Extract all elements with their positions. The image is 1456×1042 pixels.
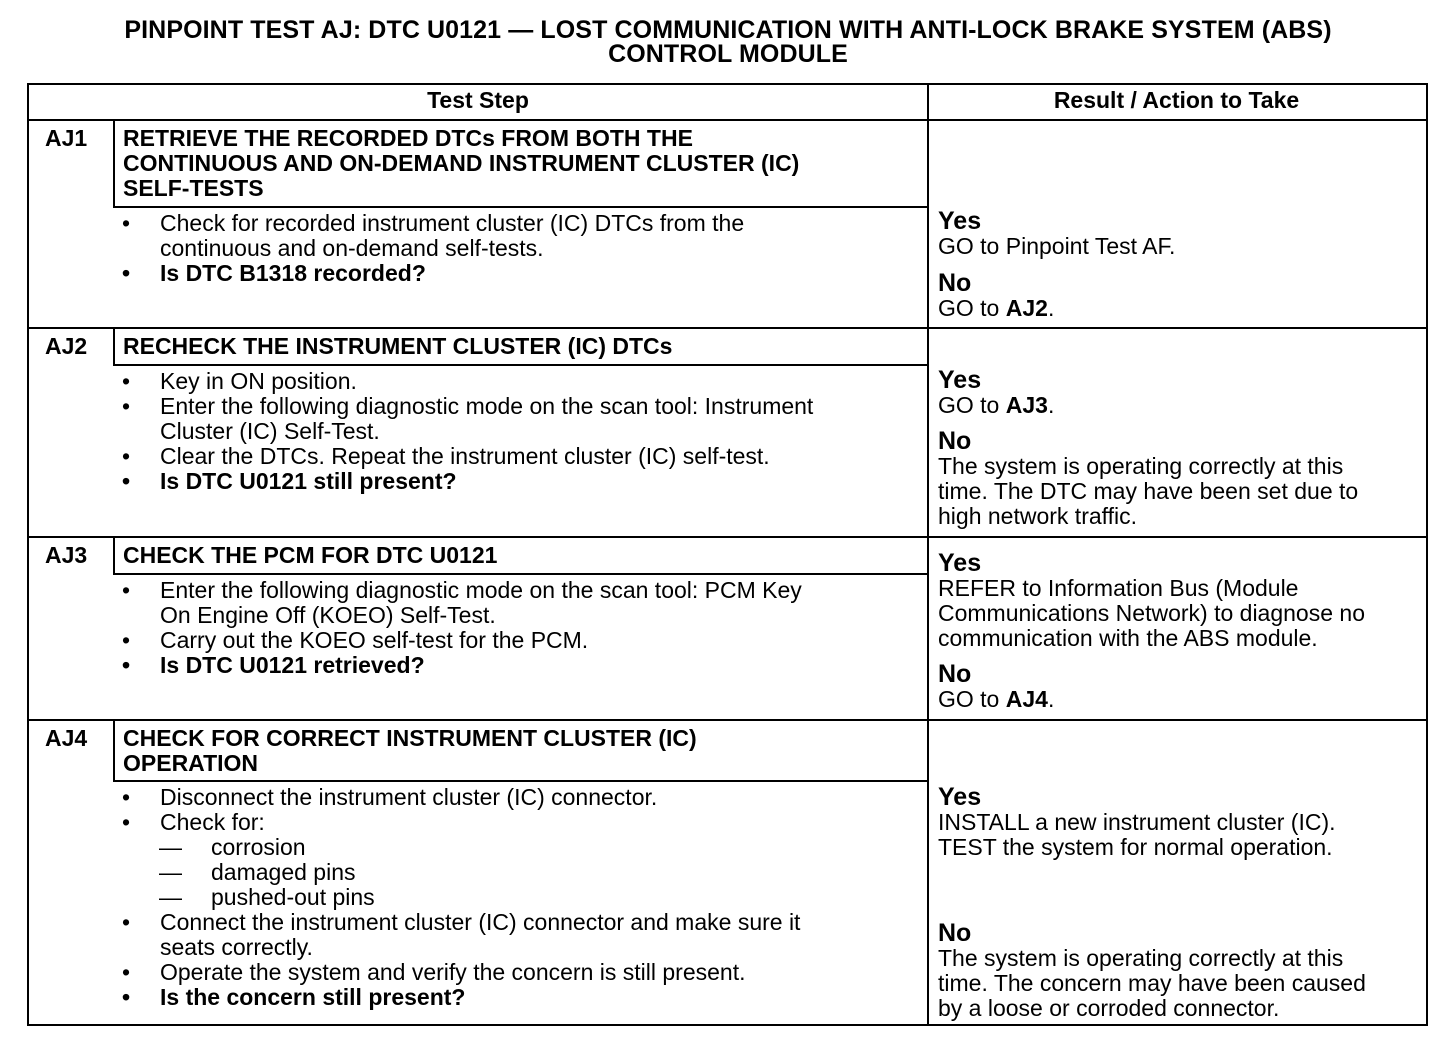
step-aj4-no-label: No [938, 919, 972, 947]
step-aj2-bullet-glyph: • [122, 393, 131, 419]
step-aj3-bullet-glyph: • [122, 577, 131, 603]
step-aj4-title-line: CHECK FOR CORRECT INSTRUMENT CLUSTER (IC) [123, 725, 697, 751]
step-aj4-no-text: by a loose or corroded connector. [938, 995, 1280, 1021]
step-aj2-no-label: No [938, 427, 972, 455]
step-aj3-bullet-text: Carry out the KOEO self-test for the PCM. [160, 627, 589, 653]
step-aj4-dash-item: damaged pins [211, 859, 356, 885]
step-aj4-no-text: time. The concern may have been caused [938, 970, 1366, 996]
step-aj4-yes-text: TEST the system for normal operation. [938, 834, 1333, 860]
step-aj2-bullet-text: Clear the DTCs. Repeat the instrument cluster (IC) self-test. [160, 443, 770, 469]
step-aj3-bullet-glyph: • [122, 652, 131, 678]
step-aj3-no-text: GO to AJ4. [938, 686, 1055, 712]
step-aj2-no-text: high network traffic. [938, 503, 1138, 529]
step-aj1-title-line: SELF-TESTS [123, 175, 264, 201]
step-aj4-dash-item: pushed-out pins [211, 884, 375, 910]
step-aj4-bullet-text: Operate the system and verify the concern is still present. [160, 959, 746, 985]
step-aj4-dash-glyph: — [159, 859, 182, 885]
step-aj3-id-divider [113, 538, 115, 573]
step-aj3-yes-label: Yes [938, 549, 982, 577]
step-aj3-id: AJ3 [45, 542, 88, 568]
step-aj2-bullet-glyph: • [122, 368, 131, 394]
header-test-step: Test Step [427, 87, 529, 113]
step-aj2-bullet-text: Enter the following diagnostic mode on the scan tool: Instrument [160, 393, 814, 419]
step-aj2-bullet-text: Key in ON position. [160, 368, 357, 394]
step-aj3-bullet-text: Is DTC U0121 retrieved? [160, 652, 425, 678]
step-aj2-yes-ref: AJ3 [1005, 392, 1048, 418]
step-aj2-bottom-divider [29, 536, 1426, 538]
step-aj3-bottom-divider [29, 719, 1426, 721]
step-aj1-title-line: CONTINUOUS AND ON-DEMAND INSTRUMENT CLUSTER (IC) [123, 150, 800, 176]
step-aj1-no-text: GO to AJ2. [938, 295, 1055, 321]
step-aj4-yes-label: Yes [938, 783, 982, 811]
column-divider [927, 85, 929, 1024]
step-aj4-id: AJ4 [45, 725, 88, 751]
step-aj4-dash-glyph: — [159, 884, 182, 910]
step-aj4-bullet-glyph: • [122, 959, 131, 985]
header-result-action: Result / Action to Take [1053, 87, 1300, 113]
step-aj3-title-line: CHECK THE PCM FOR DTC U0121 [123, 542, 498, 568]
title-line-1: PINPOINT TEST AJ: DTC U0121 — LOST COMMUNICATION WITH ANTI-LOCK BRAKE SYSTEM (ABS) [124, 16, 1332, 44]
step-aj3-no-ref: AJ4 [1005, 686, 1048, 712]
step-aj4-bullet-text: seats correctly. [160, 934, 313, 960]
step-aj4-bullet-glyph: • [122, 784, 131, 810]
step-aj4-bullet-glyph: • [122, 809, 131, 835]
step-aj3-yes-text: communication with the ABS module. [938, 625, 1318, 651]
step-aj4-id-divider [113, 721, 115, 780]
step-aj1-title-line: RETRIEVE THE RECORDED DTCs FROM BOTH THE [123, 125, 693, 151]
step-aj1-yes-text: GO to Pinpoint Test AF. [938, 233, 1176, 259]
step-aj1-no-label: No [938, 269, 972, 297]
step-aj2-bullet-glyph: • [122, 443, 131, 469]
step-aj1-bullet-glyph: • [122, 260, 131, 286]
step-aj1-bullet-glyph: • [122, 210, 131, 236]
step-aj3-bullet-glyph: • [122, 627, 131, 653]
step-aj1-bullet-text: continuous and on-demand self-tests. [160, 235, 544, 261]
step-aj4-bullet-text: Check for: [160, 809, 265, 835]
step-aj1-yes-label: Yes [938, 207, 982, 235]
step-aj4-bullet-glyph: • [122, 909, 131, 935]
step-aj2-id: AJ2 [45, 333, 88, 359]
step-aj2-yes-text: GO to AJ3. [938, 392, 1055, 418]
step-aj3-bullet-text: Enter the following diagnostic mode on the scan tool: PCM Key [160, 577, 802, 603]
step-aj2-bullet-text: Is DTC U0121 still present? [160, 468, 457, 494]
step-aj1-id-divider [113, 121, 115, 206]
step-aj1-bottom-divider [29, 327, 1426, 329]
page-title [0, 18, 1456, 66]
step-aj2-yes-label: Yes [938, 366, 982, 394]
step-aj1-bullet-text: Check for recorded instrument cluster (IC) DTCs from the [160, 210, 745, 236]
step-aj3-bullet-text: On Engine Off (KOEO) Self-Test. [160, 602, 496, 628]
step-aj4-dash-glyph: — [159, 834, 182, 860]
step-aj4-title-divider [113, 780, 927, 782]
step-aj2-no-text: The system is operating correctly at this [938, 453, 1344, 479]
step-aj1-bullet-text: Is DTC B1318 recorded? [160, 260, 426, 286]
step-aj3-yes-text: REFER to Information Bus (Module [938, 575, 1299, 601]
step-aj4-bullet-text: Is the concern still present? [160, 984, 466, 1010]
step-aj4-bullet-text: Connect the instrument cluster (IC) connector and make sure it [160, 909, 801, 935]
pinpoint-test-table [27, 83, 1428, 1026]
step-aj4-no-text: The system is operating correctly at this [938, 945, 1344, 971]
step-aj4-dash-item: corrosion [211, 834, 306, 860]
step-aj2-title-divider [113, 364, 927, 366]
step-aj1-title-divider [113, 206, 927, 208]
step-aj4-bullet-glyph: • [122, 984, 131, 1010]
step-aj3-title-divider [113, 573, 927, 575]
step-aj2-title-line: RECHECK THE INSTRUMENT CLUSTER (IC) DTCs [123, 333, 673, 359]
step-aj3-no-label: No [938, 660, 972, 688]
step-aj2-id-divider [113, 329, 115, 364]
step-aj2-no-text: time. The DTC may have been set due to [938, 478, 1359, 504]
step-aj2-bullet-text: Cluster (IC) Self-Test. [160, 418, 380, 444]
title-line-2: CONTROL MODULE [608, 40, 848, 68]
header-divider [29, 119, 1426, 121]
step-aj2-bullet-glyph: • [122, 468, 131, 494]
step-aj3-yes-text: Communications Network) to diagnose no [938, 600, 1365, 626]
step-aj4-bullet-text: Disconnect the instrument cluster (IC) connector. [160, 784, 658, 810]
step-aj4-yes-text: INSTALL a new instrument cluster (IC). [938, 809, 1336, 835]
step-aj1-no-ref: AJ2 [1005, 295, 1048, 321]
step-aj1-id: AJ1 [45, 125, 88, 151]
step-aj4-title-line: OPERATION [123, 750, 259, 776]
